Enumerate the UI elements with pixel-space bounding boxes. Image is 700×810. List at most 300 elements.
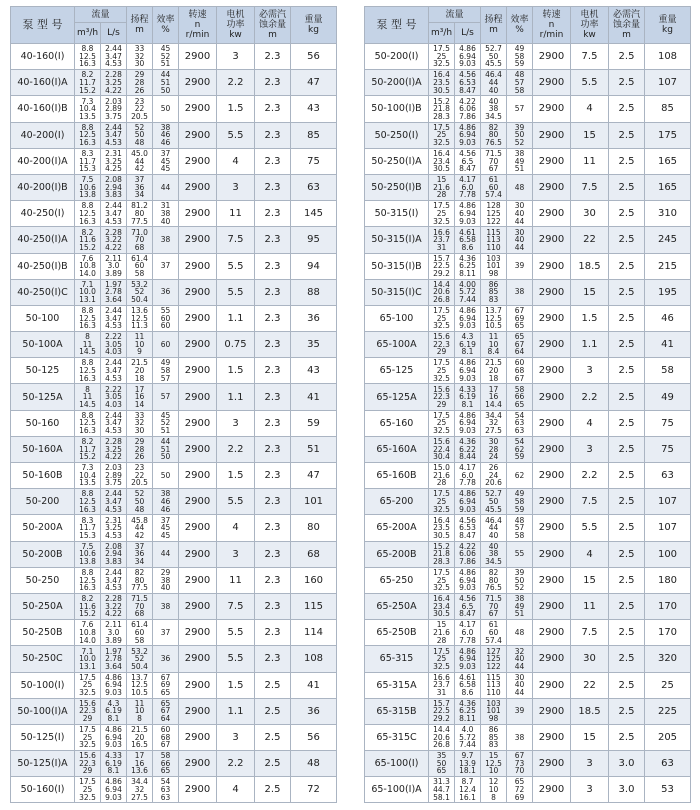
efficiency-cell: 36 bbox=[153, 646, 179, 672]
flow-m3h-cell: 31.3 44.7 58.1 bbox=[429, 777, 455, 803]
table-row bbox=[365, 672, 691, 698]
head-cell: 21.5 20 16.5 bbox=[127, 724, 153, 750]
flow-ls-cell: 2.31 3.25 4.25 bbox=[101, 148, 127, 174]
model-cell: 50-315(I)A bbox=[365, 227, 429, 253]
flow-ls-cell: 4.86 6.94 9.03 bbox=[455, 305, 481, 331]
speed-cell: 2900 bbox=[179, 593, 217, 619]
speed-cell: 2900 bbox=[533, 777, 571, 803]
speed-cell: 2900 bbox=[533, 96, 571, 122]
table-row bbox=[11, 279, 337, 305]
flow-ls-cell: 4.86 6.94 9.03 bbox=[101, 672, 127, 698]
efficiency-cell: 38 bbox=[153, 593, 179, 619]
weight-cell: 41 bbox=[291, 384, 337, 410]
efficiency-cell: 31 38 40 bbox=[153, 201, 179, 227]
weight-cell: 107 bbox=[645, 70, 691, 96]
speed-cell: 2900 bbox=[533, 724, 571, 750]
header-flow-unit-m3h: m³/h bbox=[430, 27, 453, 38]
flow-ls-cell: 4.22 6.06 7.86 bbox=[455, 541, 481, 567]
flow-m3h-cell: 8.8 12.5 16.3 bbox=[75, 305, 101, 331]
model-cell: 65-250B bbox=[365, 620, 429, 646]
npsh-cell: 2.5 bbox=[609, 253, 645, 279]
power-cell: 1.5 bbox=[217, 463, 255, 489]
efficiency-cell: 32 40 44 bbox=[507, 646, 533, 672]
npsh-cell: 2.5 bbox=[609, 70, 645, 96]
head-cell: 71.5 70 67 bbox=[481, 148, 507, 174]
flow-m3h-cell: 7.1 10.0 13.1 bbox=[75, 646, 101, 672]
efficiency-cell: 49 58 59 bbox=[507, 44, 533, 70]
head-cell: 17 16 14 bbox=[127, 384, 153, 410]
weight-cell: 195 bbox=[645, 279, 691, 305]
head-cell: 11 10 9 bbox=[127, 332, 153, 358]
power-cell: 15 bbox=[571, 567, 609, 593]
weight-cell: 310 bbox=[645, 201, 691, 227]
power-cell: 5.5 bbox=[571, 70, 609, 96]
power-cell: 5.5 bbox=[217, 253, 255, 279]
npsh-cell: 2.3 bbox=[255, 593, 291, 619]
flow-m3h-cell: 8.2 11.6 15.2 bbox=[75, 593, 101, 619]
flow-ls-cell: 2.44 3.47 4.53 bbox=[101, 358, 127, 384]
flow-ls-cell: 4.17 6.0 7.78 bbox=[455, 174, 481, 200]
head-cell: 53.2 52 50.4 bbox=[127, 646, 153, 672]
npsh-cell: 2.5 bbox=[609, 384, 645, 410]
power-cell: 3 bbox=[217, 44, 255, 70]
npsh-cell: 2.5 bbox=[255, 672, 291, 698]
npsh-cell: 2.3 bbox=[255, 567, 291, 593]
speed-cell: 2900 bbox=[533, 489, 571, 515]
flow-ls-cell: 2.44 3.47 4.53 bbox=[101, 410, 127, 436]
table-row bbox=[11, 620, 337, 646]
head-cell: 21.5 20 18 bbox=[127, 358, 153, 384]
table-row bbox=[11, 672, 337, 698]
flow-m3h-cell: 17.5 25 32.5 bbox=[429, 201, 455, 227]
npsh-cell: 3.0 bbox=[609, 751, 645, 777]
flow-ls-cell: 1.97 2.78 3.64 bbox=[101, 279, 127, 305]
flow-m3h-cell: 17.5 25 32.5 bbox=[75, 672, 101, 698]
flow-ls-cell: 4.0 5.72 7.44 bbox=[455, 724, 481, 750]
model-cell: 50-100(I) bbox=[11, 672, 75, 698]
model-cell: 50-200(I)A bbox=[365, 70, 429, 96]
speed-cell: 2900 bbox=[179, 489, 217, 515]
head-cell: 40 38 34.5 bbox=[481, 96, 507, 122]
power-cell: 2.2 bbox=[217, 70, 255, 96]
efficiency-cell: 37 45 45 bbox=[153, 515, 179, 541]
flow-m3h-cell: 8.8 12.5 16.3 bbox=[75, 410, 101, 436]
flow-ls-cell: 2.08 2.94 3.83 bbox=[101, 541, 127, 567]
head-cell: 21.5 20 18 bbox=[481, 358, 507, 384]
efficiency-cell: 30 40 44 bbox=[507, 672, 533, 698]
model-cell: 40-160(I) bbox=[11, 44, 75, 70]
model-cell: 50-160 bbox=[11, 410, 75, 436]
flow-m3h-cell: 7.1 10.0 13.1 bbox=[75, 279, 101, 305]
npsh-cell: 2.3 bbox=[255, 70, 291, 96]
power-cell: 1.5 bbox=[217, 672, 255, 698]
weight-cell: 108 bbox=[291, 646, 337, 672]
power-cell: 18.5 bbox=[571, 698, 609, 724]
npsh-cell: 2.3 bbox=[255, 227, 291, 253]
npsh-cell: 2.3 bbox=[255, 279, 291, 305]
header-power: 电机 功率 kw bbox=[571, 7, 609, 44]
model-cell: 65-315B bbox=[365, 698, 429, 724]
power-cell: 5.5 bbox=[217, 489, 255, 515]
npsh-cell: 2.5 bbox=[609, 227, 645, 253]
power-cell: 11 bbox=[217, 201, 255, 227]
flow-m3h-cell: 8.2 11.7 15.2 bbox=[75, 436, 101, 462]
head-cell: 17 16 13.6 bbox=[127, 751, 153, 777]
efficiency-cell: 65 72 69 bbox=[507, 777, 533, 803]
head-cell: 29 28 26 bbox=[127, 436, 153, 462]
flow-m3h-cell: 8.3 11.7 15.3 bbox=[75, 515, 101, 541]
efficiency-cell: 48 bbox=[507, 620, 533, 646]
speed-cell: 2900 bbox=[533, 515, 571, 541]
weight-cell: 225 bbox=[645, 698, 691, 724]
model-cell: 50-315(I)C bbox=[365, 279, 429, 305]
model-cell: 40-160(I)B bbox=[11, 96, 75, 122]
flow-ls-cell: 2.44 3.47 4.53 bbox=[101, 201, 127, 227]
flow-m3h-cell: 15.2 21.8 28.3 bbox=[429, 96, 455, 122]
efficiency-cell: 29 38 40 bbox=[153, 567, 179, 593]
weight-cell: 75 bbox=[645, 410, 691, 436]
weight-cell: 36 bbox=[291, 305, 337, 331]
speed-cell: 2900 bbox=[179, 201, 217, 227]
efficiency-cell: 44 bbox=[153, 174, 179, 200]
head-cell: 71.5 70 67 bbox=[481, 593, 507, 619]
flow-m3h-cell: 15.6 22.3 29 bbox=[429, 332, 455, 358]
model-cell: 65-200A bbox=[365, 515, 429, 541]
flow-m3h-cell: 16.4 23.5 30.5 bbox=[429, 515, 455, 541]
weight-cell: 245 bbox=[645, 227, 691, 253]
weight-cell: 85 bbox=[291, 122, 337, 148]
flow-ls-cell: 4.61 6.58 8.6 bbox=[455, 227, 481, 253]
npsh-cell: 2.3 bbox=[255, 148, 291, 174]
head-cell: 45.8 44 42 bbox=[127, 515, 153, 541]
speed-cell: 2900 bbox=[179, 148, 217, 174]
power-cell: 30 bbox=[571, 201, 609, 227]
flow-ls-cell: 8.7 12.4 16.1 bbox=[455, 777, 481, 803]
efficiency-cell: 49 58 57 bbox=[153, 358, 179, 384]
head-cell: 15 12.5 10 bbox=[481, 751, 507, 777]
npsh-cell: 2.3 bbox=[255, 253, 291, 279]
speed-cell: 2900 bbox=[179, 305, 217, 331]
power-cell: 4 bbox=[217, 777, 255, 803]
npsh-cell: 2.3 bbox=[255, 620, 291, 646]
flow-m3h-cell: 17.5 25 32.5 bbox=[75, 777, 101, 803]
speed-cell: 2900 bbox=[533, 305, 571, 331]
npsh-cell: 2.5 bbox=[609, 436, 645, 462]
head-cell: 52 50 48 bbox=[127, 122, 153, 148]
flow-m3h-cell: 8.8 12.5 16.3 bbox=[75, 44, 101, 70]
table-row bbox=[11, 384, 337, 410]
header-weight: 重量 kg bbox=[645, 7, 691, 44]
flow-m3h-cell: 17.5 25 32.5 bbox=[429, 489, 455, 515]
weight-cell: 58 bbox=[645, 358, 691, 384]
pump-spec-table-left bbox=[10, 6, 337, 803]
power-cell: 15 bbox=[571, 724, 609, 750]
speed-cell: 2900 bbox=[179, 174, 217, 200]
head-cell: 33 32 30 bbox=[127, 44, 153, 70]
model-cell: 65-160 bbox=[365, 410, 429, 436]
speed-cell: 2900 bbox=[533, 751, 571, 777]
head-cell: 61 60 57.4 bbox=[481, 620, 507, 646]
npsh-cell: 2.5 bbox=[609, 305, 645, 331]
weight-cell: 94 bbox=[291, 253, 337, 279]
flow-ls-cell: 2.44 3.47 4.53 bbox=[101, 305, 127, 331]
npsh-cell: 2.3 bbox=[255, 305, 291, 331]
flow-ls-cell: 4.56 6.5 8.47 bbox=[455, 593, 481, 619]
efficiency-cell: 58 66 65 bbox=[153, 751, 179, 777]
table-row bbox=[11, 489, 337, 515]
efficiency-cell: 62 bbox=[507, 463, 533, 489]
power-cell: 1.5 bbox=[217, 96, 255, 122]
power-cell: 4 bbox=[217, 515, 255, 541]
flow-ls-cell: 2.28 3.22 4.22 bbox=[101, 227, 127, 253]
head-cell: 71.0 70 68 bbox=[127, 227, 153, 253]
head-cell: 23 22 20.5 bbox=[127, 463, 153, 489]
table-row bbox=[365, 70, 691, 96]
flow-m3h-cell: 14.4 20.6 26.8 bbox=[429, 724, 455, 750]
speed-cell: 2900 bbox=[179, 567, 217, 593]
head-cell: 46.4 44 40 bbox=[481, 70, 507, 96]
speed-cell: 2900 bbox=[533, 253, 571, 279]
head-cell: 82 80 76.5 bbox=[481, 567, 507, 593]
flow-ls-cell: 4.33 6.19 8.1 bbox=[101, 751, 127, 777]
npsh-cell: 2.3 bbox=[255, 122, 291, 148]
flow-m3h-cell: 16.6 23.7 31 bbox=[429, 227, 455, 253]
speed-cell: 2900 bbox=[179, 672, 217, 698]
table-body-left bbox=[11, 44, 337, 803]
model-cell: 40-200(I) bbox=[11, 122, 75, 148]
efficiency-cell: 30 40 44 bbox=[507, 227, 533, 253]
npsh-cell: 2.3 bbox=[255, 463, 291, 489]
model-cell: 50-315(I)B bbox=[365, 253, 429, 279]
speed-cell: 2900 bbox=[179, 463, 217, 489]
efficiency-cell: 60 bbox=[153, 332, 179, 358]
weight-cell: 165 bbox=[645, 148, 691, 174]
power-cell: 5.5 bbox=[217, 122, 255, 148]
flow-ls-cell: 4.86 6.94 9.03 bbox=[455, 410, 481, 436]
head-cell: 12 10 8 bbox=[481, 777, 507, 803]
table-row bbox=[365, 358, 691, 384]
model-cell: 65-125A bbox=[365, 384, 429, 410]
weight-cell: 56 bbox=[291, 44, 337, 70]
flow-ls-cell: 2.03 2.89 3.75 bbox=[101, 463, 127, 489]
model-cell: 50-100(I)B bbox=[365, 96, 429, 122]
head-cell: 11 10 8.4 bbox=[481, 332, 507, 358]
weight-cell: 80 bbox=[291, 515, 337, 541]
head-cell: 37 36 34 bbox=[127, 541, 153, 567]
npsh-cell: 2.5 bbox=[609, 698, 645, 724]
table-row bbox=[365, 227, 691, 253]
speed-cell: 2900 bbox=[179, 122, 217, 148]
table-row bbox=[365, 410, 691, 436]
npsh-cell: 2.5 bbox=[609, 279, 645, 305]
model-cell: 50-315(I) bbox=[365, 201, 429, 227]
efficiency-cell: 37 bbox=[153, 620, 179, 646]
flow-ls-cell: 2.22 3.05 4.03 bbox=[101, 384, 127, 410]
weight-cell: 95 bbox=[291, 227, 337, 253]
head-cell: 115 113 110 bbox=[481, 672, 507, 698]
efficiency-cell: 65 67 64 bbox=[153, 698, 179, 724]
pump-spec-table-right bbox=[364, 6, 691, 803]
npsh-cell: 3.0 bbox=[609, 777, 645, 803]
flow-ls-cell: 2.31 3.25 4.53 bbox=[101, 515, 127, 541]
npsh-cell: 2.3 bbox=[255, 515, 291, 541]
flow-ls-cell: 1.97 2.78 3.64 bbox=[101, 646, 127, 672]
head-cell: 115 113 110 bbox=[481, 227, 507, 253]
flow-m3h-cell: 15 21.6 28 bbox=[429, 174, 455, 200]
weight-cell: 88 bbox=[291, 279, 337, 305]
table-row bbox=[365, 515, 691, 541]
weight-cell: 41 bbox=[645, 332, 691, 358]
flow-m3h-cell: 8.2 11.7 15.2 bbox=[75, 70, 101, 96]
speed-cell: 2900 bbox=[533, 593, 571, 619]
efficiency-cell: 45 52 51 bbox=[153, 410, 179, 436]
weight-cell: 165 bbox=[645, 174, 691, 200]
flow-ls-cell: 2.28 3.22 4.22 bbox=[101, 593, 127, 619]
flow-m3h-cell: 8.3 11.7 15.3 bbox=[75, 148, 101, 174]
speed-cell: 2900 bbox=[533, 44, 571, 70]
head-cell: 52.7 50 45.5 bbox=[481, 44, 507, 70]
speed-cell: 2900 bbox=[179, 70, 217, 96]
flow-ls-cell: 4.56 6.5 8.47 bbox=[455, 148, 481, 174]
header-model: 泵 型 号 bbox=[11, 7, 75, 44]
table-row bbox=[365, 751, 691, 777]
flow-ls-cell: 4.86 6.94 9.03 bbox=[455, 44, 481, 70]
flow-ls-cell: 2.08 2.94 3.83 bbox=[101, 174, 127, 200]
head-cell: 34.4 32 27.5 bbox=[481, 410, 507, 436]
flow-m3h-cell: 15.6 22.3 29 bbox=[75, 698, 101, 724]
model-cell: 50-250C bbox=[11, 646, 75, 672]
weight-cell: 68 bbox=[291, 541, 337, 567]
flow-ls-cell: 2.44 3.47 4.53 bbox=[101, 122, 127, 148]
efficiency-cell: 38 49 51 bbox=[507, 148, 533, 174]
model-cell: 65-100 bbox=[365, 305, 429, 331]
weight-cell: 25 bbox=[645, 672, 691, 698]
weight-cell: 75 bbox=[291, 148, 337, 174]
head-cell: 61.4 60 58 bbox=[127, 253, 153, 279]
model-cell: 40-250(I)B bbox=[11, 253, 75, 279]
flow-ls-cell: 4.86 6.94 9.03 bbox=[101, 777, 127, 803]
model-cell: 50-250 bbox=[11, 567, 75, 593]
power-cell: 7.5 bbox=[571, 489, 609, 515]
weight-cell: 63 bbox=[291, 174, 337, 200]
flow-ls-cell: 4.86 6.94 9.03 bbox=[455, 201, 481, 227]
power-cell: 18.5 bbox=[571, 253, 609, 279]
model-cell: 50-100(I)A bbox=[11, 698, 75, 724]
npsh-cell: 2.5 bbox=[609, 541, 645, 567]
flow-ls-cell: 4.00 5.72 7.44 bbox=[455, 279, 481, 305]
flow-ls-cell: 4.3 6.19 8.1 bbox=[101, 698, 127, 724]
flow-ls-cell: 4.33 6.19 8.1 bbox=[455, 384, 481, 410]
weight-cell: 59 bbox=[291, 410, 337, 436]
efficiency-cell: 67 69 65 bbox=[507, 305, 533, 331]
model-cell: 40-250(I) bbox=[11, 201, 75, 227]
header-power: 电机 功率 kw bbox=[217, 7, 255, 44]
speed-cell: 2900 bbox=[533, 620, 571, 646]
npsh-cell: 2.5 bbox=[609, 672, 645, 698]
speed-cell: 2900 bbox=[533, 567, 571, 593]
model-cell: 65-125 bbox=[365, 358, 429, 384]
speed-cell: 2900 bbox=[179, 253, 217, 279]
npsh-cell: 2.5 bbox=[609, 122, 645, 148]
flow-m3h-cell: 17.5 25 32.5 bbox=[429, 567, 455, 593]
flow-m3h-cell: 8.2 11.6 15.2 bbox=[75, 227, 101, 253]
model-cell: 50-200 bbox=[11, 489, 75, 515]
model-cell: 50-160A bbox=[11, 436, 75, 462]
table-row bbox=[11, 698, 337, 724]
efficiency-cell: 37 bbox=[153, 253, 179, 279]
speed-cell: 2900 bbox=[533, 174, 571, 200]
flow-m3h-cell: 7.5 10.6 13.8 bbox=[75, 174, 101, 200]
speed-cell: 2900 bbox=[533, 279, 571, 305]
flow-ls-cell: 2.44 3.47 4.53 bbox=[101, 489, 127, 515]
flow-m3h-cell: 17.5 25 32.5 bbox=[429, 122, 455, 148]
flow-ls-cell: 4.17 6.0 7.78 bbox=[455, 463, 481, 489]
efficiency-cell: 48 bbox=[507, 174, 533, 200]
header-flow-label: 流量 bbox=[429, 8, 480, 23]
power-cell: 11 bbox=[571, 148, 609, 174]
speed-cell: 2900 bbox=[533, 122, 571, 148]
head-cell: 13.7 12.5 10.5 bbox=[127, 672, 153, 698]
flow-m3h-cell: 17.5 25 32.5 bbox=[75, 724, 101, 750]
table-row bbox=[11, 253, 337, 279]
power-cell: 1.1 bbox=[217, 384, 255, 410]
head-cell: 37 36 34 bbox=[127, 174, 153, 200]
table-row bbox=[365, 122, 691, 148]
flow-m3h-cell: 8 11 14.5 bbox=[75, 384, 101, 410]
weight-cell: 48 bbox=[291, 751, 337, 777]
model-cell: 50-250(I)B bbox=[365, 174, 429, 200]
table-row bbox=[11, 122, 337, 148]
efficiency-cell: 67 73 70 bbox=[507, 751, 533, 777]
table-row bbox=[365, 567, 691, 593]
power-cell: 2.2 bbox=[217, 436, 255, 462]
head-cell: 40 38 34.5 bbox=[481, 541, 507, 567]
head-cell: 82 80 77.5 bbox=[127, 567, 153, 593]
weight-cell: 175 bbox=[645, 122, 691, 148]
table-row bbox=[365, 724, 691, 750]
weight-cell: 170 bbox=[645, 593, 691, 619]
model-cell: 50-160(I) bbox=[11, 777, 75, 803]
efficiency-cell: 44 51 50 bbox=[153, 70, 179, 96]
flow-ls-cell: 4.56 6.53 8.47 bbox=[455, 515, 481, 541]
npsh-cell: 2.5 bbox=[609, 646, 645, 672]
power-cell: 0.75 bbox=[217, 332, 255, 358]
header-head: 扬程 m bbox=[127, 7, 153, 44]
speed-cell: 2900 bbox=[533, 332, 571, 358]
npsh-cell: 2.5 bbox=[255, 698, 291, 724]
weight-cell: 46 bbox=[645, 305, 691, 331]
model-cell: 50-125 bbox=[11, 358, 75, 384]
power-cell: 15 bbox=[571, 279, 609, 305]
npsh-cell: 2.5 bbox=[609, 96, 645, 122]
speed-cell: 2900 bbox=[533, 698, 571, 724]
table-row bbox=[365, 174, 691, 200]
efficiency-cell: 38 bbox=[507, 724, 533, 750]
head-cell: 17 16 14.4 bbox=[481, 384, 507, 410]
npsh-cell: 2.3 bbox=[255, 384, 291, 410]
speed-cell: 2900 bbox=[533, 463, 571, 489]
header-flow-unit-ls: L/s bbox=[454, 23, 480, 43]
speed-cell: 2900 bbox=[179, 358, 217, 384]
npsh-cell: 2.5 bbox=[609, 593, 645, 619]
efficiency-cell: 54 62 59 bbox=[507, 436, 533, 462]
power-cell: 2.2 bbox=[571, 384, 609, 410]
table-row bbox=[11, 436, 337, 462]
head-cell: 82 80 76.5 bbox=[481, 122, 507, 148]
power-cell: 3 bbox=[217, 410, 255, 436]
efficiency-cell: 55 bbox=[507, 541, 533, 567]
efficiency-cell: 37 45 45 bbox=[153, 148, 179, 174]
